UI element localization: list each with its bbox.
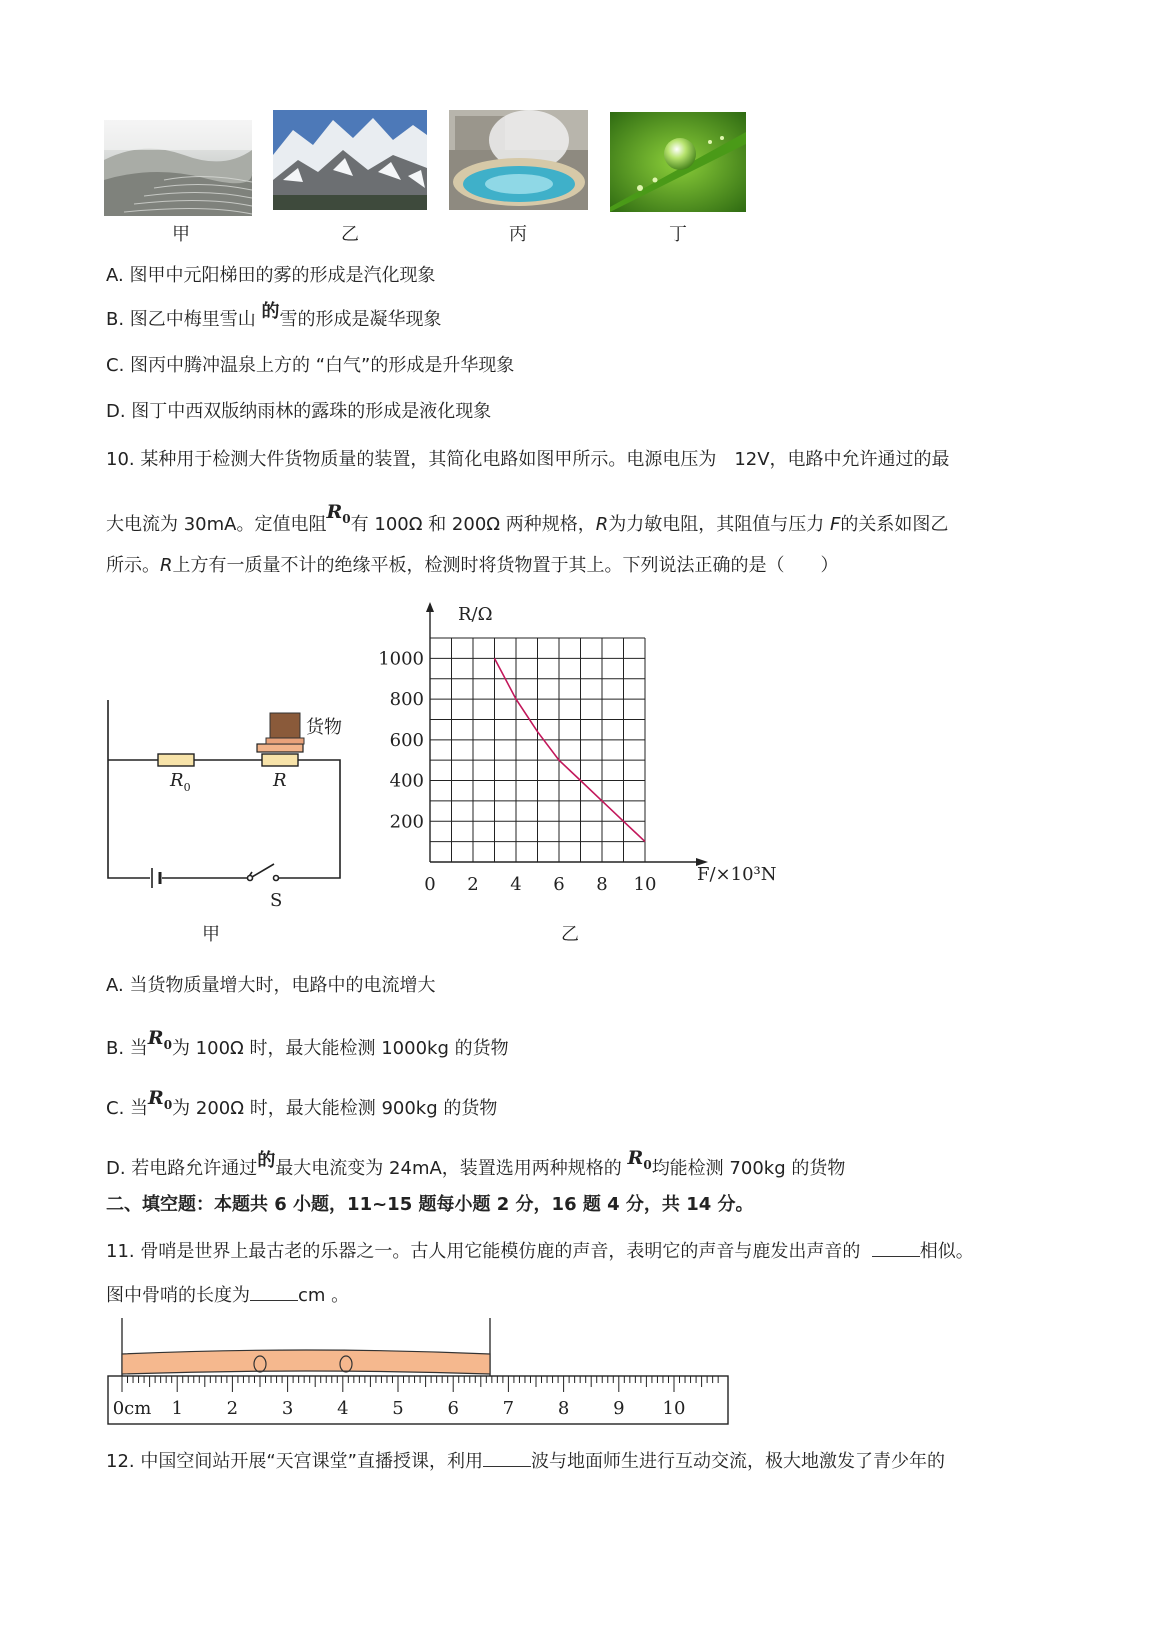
q10-text-e: 所示。 bbox=[106, 555, 160, 576]
q10-option-c bbox=[106, 1087, 498, 1127]
ruler-label: 0cm bbox=[112, 1398, 152, 1419]
q9-option-d: D. 图丁中西双版纳雨林的露珠的形成是液化现象 bbox=[106, 401, 492, 422]
r0-letter: R bbox=[326, 501, 343, 523]
photo-caption-yi: 乙 bbox=[341, 224, 359, 245]
q11-line1 bbox=[106, 1238, 974, 1264]
q12-blank-1[interactable] bbox=[483, 1448, 531, 1467]
q10-option-d-mid: 最大电流变为 24mA，装置选用两种规格的 bbox=[275, 1158, 622, 1179]
ruler-body bbox=[108, 1376, 728, 1424]
chart-y-tick-label: 800 bbox=[389, 689, 424, 711]
resistor-r0 bbox=[158, 754, 194, 766]
r-symbol: R bbox=[595, 514, 609, 535]
q10-option-b bbox=[106, 1027, 509, 1067]
r0-symbol-b bbox=[147, 1027, 172, 1052]
photo-bing-hot-spring bbox=[449, 110, 588, 210]
photo-ding-dew-drop bbox=[610, 112, 746, 212]
chart-caption-yi: 乙 bbox=[561, 924, 579, 945]
label-r0 bbox=[169, 770, 191, 794]
q10-option-d-mark: 的 bbox=[257, 1150, 276, 1171]
chart-x-tick-label: 8 bbox=[596, 874, 608, 895]
q9-option-b-mark: 的 bbox=[261, 301, 280, 322]
q10-text-c: 为力敏电阻，其阻值与压力 bbox=[608, 514, 825, 535]
r0-subscript-d: 0 bbox=[643, 1157, 652, 1172]
f-symbol: F bbox=[830, 514, 841, 535]
chart-x-tick-label: 4 bbox=[510, 874, 522, 895]
q12-text-pre: 12. 中国空间站开展“天宫课堂”直播授课，利用 bbox=[106, 1451, 483, 1472]
chart-series-line bbox=[495, 658, 646, 841]
photo-yi-snow-mountain bbox=[273, 110, 427, 210]
r0-symbol-d bbox=[627, 1147, 652, 1172]
q10-text-d: 的关系如图乙 bbox=[840, 514, 949, 535]
label-cargo: 货物 bbox=[306, 717, 342, 738]
ruler-label: 1 bbox=[171, 1398, 183, 1419]
chart-y-axis-label: R/Ω bbox=[458, 604, 493, 625]
chart-x-tick-label: 6 bbox=[553, 874, 565, 895]
battery-symbol bbox=[152, 868, 160, 888]
ruler-label: 4 bbox=[337, 1398, 349, 1419]
label-switch-s: S bbox=[270, 890, 283, 911]
chart-y-axis-arrow bbox=[426, 602, 434, 612]
q10-option-b-pre: B. 当 bbox=[106, 1038, 148, 1059]
q10-stem-line2 bbox=[106, 501, 949, 543]
label-r0-letter: R bbox=[170, 770, 184, 791]
ruler-label: 9 bbox=[613, 1398, 625, 1419]
ruler-label: 10 bbox=[662, 1398, 686, 1419]
q11-blank-1[interactable] bbox=[872, 1238, 920, 1257]
r0-subscript: 0 bbox=[342, 511, 351, 526]
r-f-chart bbox=[378, 600, 790, 950]
q9-option-b-text-post: 雪的形成是凝华现象 bbox=[279, 309, 442, 330]
ruler-label: 8 bbox=[557, 1398, 570, 1419]
r0-subscript-c: 0 bbox=[163, 1097, 173, 1112]
q12-text-post: 波与地面师生进行互动交流，极大地激发了青少年的 bbox=[531, 1451, 945, 1472]
q12-line1 bbox=[106, 1448, 945, 1474]
chart-y-tick-label: 600 bbox=[389, 729, 424, 751]
circuit-caption-jia: 甲 bbox=[202, 924, 220, 945]
r0-symbol bbox=[326, 501, 351, 526]
q9-option-b-text-pre: B. 图乙中梅里雪山 bbox=[106, 309, 256, 330]
photo-caption-jia: 甲 bbox=[172, 224, 190, 245]
q10-option-d bbox=[106, 1147, 846, 1187]
ruler-label: 7 bbox=[502, 1398, 515, 1419]
ruler-label: 2 bbox=[226, 1398, 239, 1419]
q11-text-post: 相似。 bbox=[919, 1241, 974, 1262]
r0-subscript-b: 0 bbox=[163, 1037, 172, 1052]
chart-y-tick-label: 400 bbox=[389, 770, 424, 792]
circuit-diagram bbox=[100, 700, 350, 945]
q10-option-d-pre: D. 若电路允许通过 bbox=[106, 1158, 258, 1179]
q10-stem-line3 bbox=[106, 554, 839, 578]
chart-y-tick-label: 200 bbox=[389, 811, 424, 833]
r0-symbol-c bbox=[148, 1087, 173, 1112]
ruler-figure bbox=[104, 1316, 734, 1426]
cargo-box bbox=[266, 713, 304, 744]
r-symbol-2: R bbox=[160, 555, 173, 576]
q10-option-a: A. 当货物质量增大时，电路中的电流增大 bbox=[106, 975, 436, 996]
q10-option-c-post: 为 200Ω 时，最大能检测 900kg 的货物 bbox=[172, 1098, 498, 1119]
photo-caption-bing: 丙 bbox=[509, 224, 527, 245]
q9-option-b bbox=[106, 301, 442, 332]
chart-grid bbox=[430, 638, 645, 862]
resistor-r bbox=[257, 744, 303, 766]
r0-letter-b: R bbox=[147, 1027, 164, 1049]
q10-stem-line1: 10. 某种用于检测大件货物质量的装置，其简化电路如图甲所示。电源电压为 12V，电路中允许通过的最 bbox=[106, 449, 950, 470]
chart-y-tick-label: 1000 bbox=[378, 648, 424, 670]
bone-whistle bbox=[122, 1318, 490, 1384]
chart-tick-labels bbox=[378, 648, 656, 895]
q10-text-a: 大电流为 30mA。定值电阻 bbox=[106, 514, 327, 535]
chart-axes bbox=[426, 602, 708, 866]
photo-caption-ding: 丁 bbox=[669, 224, 687, 245]
photo-jia-terraces bbox=[104, 120, 252, 216]
q11-text-2-pre: 图中骨哨的长度为 bbox=[106, 1285, 250, 1306]
chart-x-tick-label: 2 bbox=[467, 874, 479, 895]
q10-text-b: 有 100Ω 和 200Ω 两种规格， bbox=[350, 514, 596, 535]
q10-text-f: 上方有一质量不计的绝缘平板，检测时将货物置于其上。下列说法正确的是（ ） bbox=[172, 555, 839, 576]
ruler-label: 5 bbox=[392, 1398, 404, 1419]
q10-option-b-post: 为 100Ω 时，最大能检测 1000kg 的货物 bbox=[171, 1038, 509, 1059]
r0-letter-d: R bbox=[627, 1147, 644, 1169]
r0-letter-c: R bbox=[148, 1087, 164, 1109]
chart-x-tick-label: 0 bbox=[424, 874, 436, 895]
section-2-heading: 二、填空题：本题共 6 小题，11~15 题每小题 2 分，16 题 4 分，共 14 分。 bbox=[106, 1194, 754, 1215]
q10-option-c-pre: C. 当 bbox=[106, 1098, 149, 1119]
q9-option-c: C. 图丙中腾冲温泉上方的 “白气”的形成是升华现象 bbox=[106, 355, 515, 376]
ruler-label: 3 bbox=[281, 1398, 294, 1419]
q11-text-2-post: cm 。 bbox=[298, 1285, 350, 1306]
chart-x-axis-label: F/×10³N bbox=[697, 864, 777, 885]
ruler-label: 6 bbox=[447, 1398, 459, 1419]
q10-option-d-post: 均能检测 700kg 的货物 bbox=[651, 1158, 846, 1179]
q11-blank-2[interactable] bbox=[250, 1282, 298, 1301]
q9-option-a: A. 图甲中元阳梯田的雾的形成是汽化现象 bbox=[106, 265, 436, 286]
label-r0-sub: 0 bbox=[183, 781, 191, 794]
chart-x-tick-label: 10 bbox=[633, 874, 657, 895]
label-r: R bbox=[273, 770, 287, 791]
q11-text-pre: 11. 骨哨是世界上最古老的乐器之一。古人用它能模仿鹿的声音，表明它的声音与鹿发出声音的 bbox=[106, 1241, 861, 1262]
q11-line2 bbox=[106, 1282, 349, 1308]
